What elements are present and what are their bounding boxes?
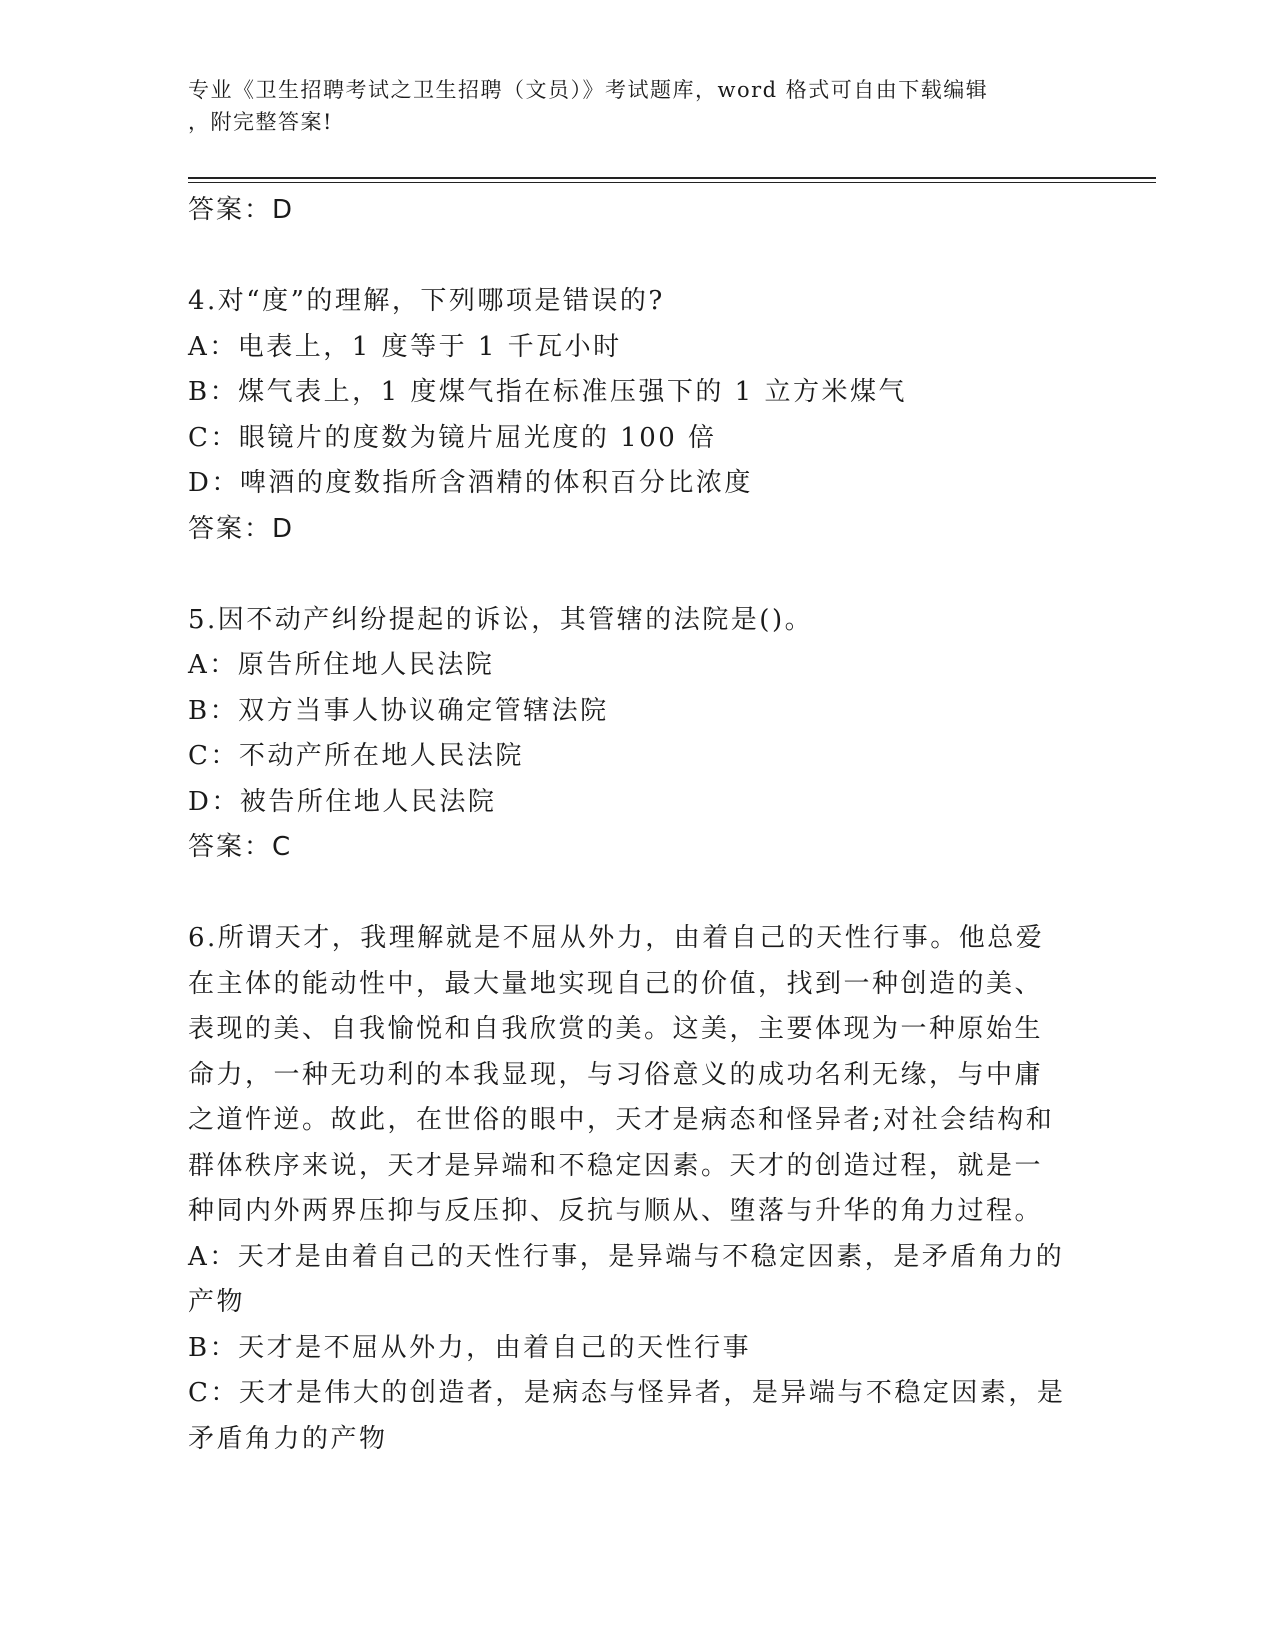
question-6 (188, 916, 1088, 1462)
question-6-option-b: B：天才是不屈从外力，由着自己的天性行事 (188, 1332, 752, 1363)
header-line-2: ，附完整答案! (188, 110, 333, 134)
answer-q5: 答案：C (188, 832, 293, 862)
question-4-stem: 4.对“度”的理解，下列哪项是错误的? (188, 286, 665, 316)
spacer (188, 552, 1088, 598)
spacer (188, 234, 1088, 280)
question-5-option-a: A：原告所住地人民法院 (188, 650, 495, 680)
question-6-option-c: C：天才是伟大的创造者，是病态与怪异者，是异端与不稳定因素，是 (188, 1378, 1066, 1408)
question-6-stem-line: 之道忤逆。故此，在世俗的眼中，天才是病态和怪异者;对社会结构和 (188, 1105, 1055, 1135)
header-rule-thick (188, 177, 1156, 179)
question-5-option-d: D：被告所住地人民法院 (188, 786, 497, 817)
document-header (188, 74, 1068, 138)
question-5 (188, 598, 1088, 871)
question-4 (188, 279, 1088, 552)
header-rule-thin (188, 182, 1156, 183)
header-line-1: 专业《卫生招聘考试之卫生招聘（文员）》考试题库，word 格式可自由下载编辑 (188, 78, 989, 102)
question-6-option-a: A：天才是由着自己的天性行事，是异端与不稳定因素，是矛盾角力的 (188, 1241, 1065, 1272)
question-4-option-c: C：眼镜片的度数为镜片屈光度的 100 倍 (188, 422, 717, 453)
spacer (188, 871, 1088, 917)
answer-q3: 答案：D (188, 195, 295, 225)
question-6-stem-line: 表现的美、自我愉悦和自我欣赏的美。这美，主要体现为一种原始生 (188, 1014, 1044, 1044)
answer-q4: 答案：D (188, 513, 295, 544)
question-6-stem-line: 种同内外两界压抑与反压抑、反抗与顺从、堕落与升华的角力过程。 (188, 1196, 1044, 1226)
question-6-stem-line: 6.所谓天才，我理解就是不屈从外力，由着自己的天性行事。他总爱 (188, 923, 1045, 953)
document-body (188, 188, 1088, 1462)
question-6-stem-line: 在主体的能动性中，最大量地实现自己的价值，找到一种创造的美、 (188, 968, 1044, 999)
question-6-option-c-cont: 矛盾角力的产物 (188, 1423, 388, 1454)
question-4-option-a: A：电表上，1 度等于 1 千瓦小时 (188, 331, 622, 362)
question-6-stem-line: 群体秩序来说，天才是异端和不稳定因素。天才的创造过程，就是一 (188, 1150, 1044, 1181)
question-5-stem: 5.因不动产纠纷提起的诉讼，其管辖的法院是()。 (188, 604, 814, 635)
question-5-option-b: B：双方当事人协议确定管辖法院 (188, 695, 609, 726)
question-6-stem-line: 命力，一种无功利的本我显现，与习俗意义的成功名利无缘，与中庸 (188, 1059, 1044, 1090)
question-4-option-b: B：煤气表上，1 度煤气指在标准压强下的 1 立方米煤气 (188, 377, 907, 407)
question-4-option-d: D：啤酒的度数指所含酒精的体积百分比浓度 (188, 468, 753, 498)
question-5-option-c: C：不动产所在地人民法院 (188, 741, 524, 771)
question-6-option-a-cont: 产物 (188, 1287, 246, 1317)
